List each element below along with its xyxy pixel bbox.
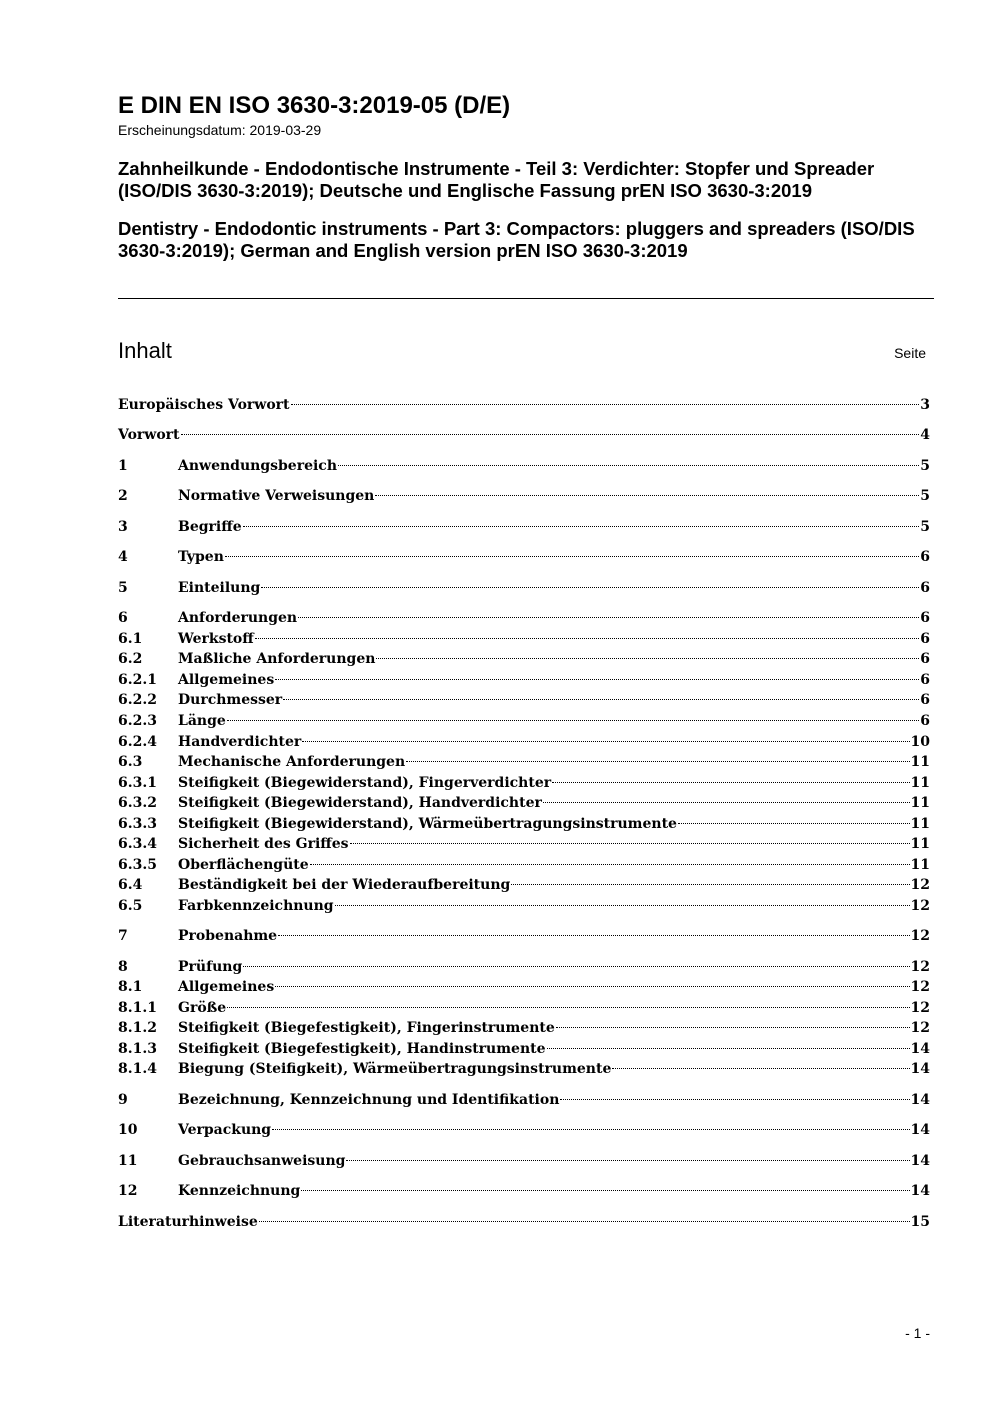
toc-leader xyxy=(283,699,919,700)
toc-entry-page: 11 xyxy=(910,795,930,811)
toc-entry-text: Einteilung xyxy=(178,580,261,596)
toc-entry-page: 6 xyxy=(920,549,930,565)
toc-leader xyxy=(543,802,910,803)
toc-entry-page: 11 xyxy=(910,816,930,832)
toc-entry[interactable] xyxy=(118,1040,930,1058)
page-number: - 1 - xyxy=(905,1325,930,1341)
toc-leader xyxy=(678,823,910,824)
toc-entry-text: Durchmesser xyxy=(178,692,283,708)
toc-leader xyxy=(612,1068,909,1069)
toc-entry-number: 9 xyxy=(118,1092,128,1108)
toc-entry-number: 6.3.4 xyxy=(118,836,157,852)
toc-entry-page: 14 xyxy=(910,1183,930,1199)
toc-entry-number: 8.1.3 xyxy=(118,1041,157,1057)
toc-entry-page: 11 xyxy=(910,836,930,852)
toc-entry-text: Typen xyxy=(178,549,224,565)
toc-entry[interactable] xyxy=(118,396,930,414)
toc-title: Inhalt xyxy=(118,338,172,363)
toc-entry[interactable] xyxy=(118,1091,930,1109)
toc-entry-number: 6.3 xyxy=(118,754,143,770)
toc-entry-number: 12 xyxy=(118,1183,138,1199)
toc-entry-page: 14 xyxy=(910,1092,930,1108)
toc-leader xyxy=(259,1221,910,1222)
toc-leader xyxy=(406,761,909,762)
toc-entry-text: Größe xyxy=(178,1000,227,1016)
toc-entry-page: 6 xyxy=(920,631,930,647)
toc-entry-text: Prüfung xyxy=(178,959,243,975)
toc-entry[interactable] xyxy=(118,1213,930,1231)
toc-entry-text: Anwendungsbereich xyxy=(178,458,337,474)
toc-entry-page: 6 xyxy=(920,713,930,729)
document-header xyxy=(118,92,934,262)
toc-entry[interactable] xyxy=(118,1182,930,1200)
toc-entry[interactable] xyxy=(118,753,930,771)
toc-entry[interactable] xyxy=(118,733,930,751)
toc-leader xyxy=(298,617,919,618)
toc-entry-number: 8 xyxy=(118,959,128,975)
toc-entry-number: 5 xyxy=(118,580,128,596)
toc-entry-page: 5 xyxy=(920,519,930,535)
toc-entry[interactable] xyxy=(118,426,930,444)
toc-entry-number: 6.3.3 xyxy=(118,816,157,832)
toc-entry-text: Allgemeines xyxy=(178,672,275,688)
toc-leader xyxy=(560,1099,909,1100)
toc-entry-number: 11 xyxy=(118,1153,138,1169)
toc-leader xyxy=(552,782,909,783)
toc-entry-text: Anforderungen xyxy=(178,610,298,626)
toc-entry-page: 12 xyxy=(910,877,930,893)
toc-entry-text: Biegung (Steifigkeit), Wärmeübertragungsinstrumente xyxy=(178,1061,612,1077)
toc-entry-number: 8.1 xyxy=(118,979,143,995)
publication-date: Erscheinungsdatum: 2019-03-29 xyxy=(118,122,322,138)
toc-entry-number: 6.2.2 xyxy=(118,692,157,708)
toc-leader xyxy=(511,884,909,885)
toc-entry-text: Probenahme xyxy=(178,928,278,944)
toc-entry-page: 12 xyxy=(910,979,930,995)
toc-entry-text: Steifigkeit (Biegefestigkeit), Handinstrumente xyxy=(178,1041,546,1057)
toc-entry[interactable] xyxy=(118,1060,930,1078)
toc-leader xyxy=(272,1129,909,1130)
toc-entry-number: 6.3.5 xyxy=(118,857,157,873)
title-english: Dentistry - Endodontic instruments - Part 3: Compactors: pluggers and spreaders (ISO/DIS 3630-3:2019); German and English version prEN ISO 3630-3:2019 xyxy=(118,218,915,261)
toc-entry-text: Vorwort xyxy=(118,427,180,443)
toc-leader xyxy=(335,905,910,906)
toc-entry-number: 6.2.4 xyxy=(118,734,157,750)
toc-entry-text: Steifigkeit (Biegewiderstand), Wärmeübertragungsinstrumente xyxy=(178,816,677,832)
toc-leader xyxy=(181,434,920,435)
toc-leader xyxy=(301,1190,909,1191)
toc-entry-number: 1 xyxy=(118,458,128,474)
toc-page-column-label: Seite xyxy=(894,345,926,361)
toc-entry-number: 2 xyxy=(118,488,128,504)
toc-entry[interactable] xyxy=(118,1152,930,1170)
document-title: E DIN EN ISO 3630-3:2019-05 (D/E) xyxy=(118,92,511,119)
toc-entry-page: 11 xyxy=(910,775,930,791)
toc-entry-number: 10 xyxy=(118,1122,138,1138)
toc-entry[interactable] xyxy=(118,579,930,597)
toc-entry-text: Oberflächengüte xyxy=(178,857,309,873)
toc-entry-page: 6 xyxy=(920,580,930,596)
toc-entry[interactable] xyxy=(118,958,930,976)
toc-entry-text: Werkstoff xyxy=(178,631,254,647)
toc-entry[interactable] xyxy=(118,927,930,945)
toc-leader xyxy=(227,1007,909,1008)
toc-entry[interactable] xyxy=(118,999,930,1017)
toc-entry[interactable] xyxy=(118,876,930,894)
toc-leader xyxy=(376,658,919,659)
toc-entry-text: Gebrauchsanweisung xyxy=(178,1153,346,1169)
toc-leader xyxy=(261,587,919,588)
toc-leader xyxy=(310,864,910,865)
toc-entry-text: Normative Verweisungen xyxy=(178,488,375,504)
toc-entry-number: 4 xyxy=(118,549,128,565)
toc-entry-number: 8.1.2 xyxy=(118,1020,157,1036)
toc-entry[interactable] xyxy=(118,630,930,648)
toc-entry-page: 5 xyxy=(920,488,930,504)
toc-entry-text: Kennzeichnung xyxy=(178,1183,301,1199)
toc-entry-text: Allgemeines xyxy=(178,979,275,995)
toc-leader xyxy=(278,935,909,936)
toc-entry-number: 8.1.4 xyxy=(118,1061,157,1077)
toc-entry-page: 11 xyxy=(910,754,930,770)
toc-entry-text: Steifigkeit (Biegewiderstand), Handverdichter xyxy=(178,795,542,811)
toc-entry-page: 12 xyxy=(910,1020,930,1036)
toc-entry-page: 10 xyxy=(910,734,930,750)
toc-entry[interactable] xyxy=(118,835,930,853)
toc-entry-number: 7 xyxy=(118,928,128,944)
toc-entry[interactable] xyxy=(118,1019,930,1037)
toc-entry[interactable] xyxy=(118,794,930,812)
toc-entry-text: Sicherheit des Griffes xyxy=(178,836,349,852)
toc-entry-page: 4 xyxy=(920,427,930,443)
toc-entry-text: Handverdichter xyxy=(178,734,302,750)
toc-entry-text: Bezeichnung, Kennzeichnung und Identifikation xyxy=(178,1092,560,1108)
toc-leader xyxy=(556,1027,910,1028)
toc-entry[interactable] xyxy=(118,691,930,709)
toc-entry-number: 3 xyxy=(118,519,128,535)
toc-entry-page: 15 xyxy=(910,1214,930,1230)
toc-entry-number: 6.2 xyxy=(118,651,143,667)
toc-leader xyxy=(346,1160,909,1161)
toc-entry-text: Mechanische Anforderungen xyxy=(178,754,406,770)
toc-leader xyxy=(338,465,919,466)
toc-leader xyxy=(243,526,920,527)
toc-entry[interactable] xyxy=(118,897,930,915)
toc-entry[interactable] xyxy=(118,1121,930,1139)
toc-entry[interactable] xyxy=(118,609,930,627)
toc-leader xyxy=(350,843,910,844)
toc-entry[interactable] xyxy=(118,671,930,689)
toc-leader xyxy=(275,679,919,680)
toc-entry[interactable] xyxy=(118,548,930,566)
toc-entry-page: 6 xyxy=(920,672,930,688)
toc-entry-text: Begriffe xyxy=(178,519,242,535)
toc-entry[interactable] xyxy=(118,815,930,833)
toc-entry-number: 6 xyxy=(118,610,128,626)
header-divider xyxy=(118,298,934,299)
toc-entry[interactable] xyxy=(118,457,930,475)
toc-entry-text: Farbkennzeichnung xyxy=(178,898,334,914)
toc-leader xyxy=(243,966,909,967)
toc-entry-number: 6.2.3 xyxy=(118,713,157,729)
toc-leader xyxy=(255,638,920,639)
toc-entry-page: 14 xyxy=(910,1041,930,1057)
toc-entry-text: Länge xyxy=(178,713,226,729)
toc-entry-number: 6.4 xyxy=(118,877,143,893)
toc-entry-page: 6 xyxy=(920,610,930,626)
toc-leader xyxy=(291,404,920,405)
toc-entry-text: Maßliche Anforderungen xyxy=(178,651,376,667)
toc-entry-text: Steifigkeit (Biegefestigkeit), Fingerinstrumente xyxy=(178,1020,555,1036)
toc-entry[interactable] xyxy=(118,518,930,536)
toc-leader xyxy=(302,741,909,742)
toc-leader xyxy=(375,495,919,496)
toc-entry-page: 6 xyxy=(920,692,930,708)
toc-entry[interactable] xyxy=(118,487,930,505)
toc-entry-number: 6.3.1 xyxy=(118,775,157,791)
toc-entry-text: Literaturhinweise xyxy=(118,1214,258,1230)
toc-entry-number: 6.2.1 xyxy=(118,672,157,688)
toc-entry[interactable] xyxy=(118,650,930,668)
toc-leader xyxy=(225,556,919,557)
toc-entry-page: 12 xyxy=(910,1000,930,1016)
toc-entry-page: 12 xyxy=(910,898,930,914)
toc-leader xyxy=(275,986,909,987)
toc-entry-number: 8.1.1 xyxy=(118,1000,157,1016)
toc-entry-page: 14 xyxy=(910,1061,930,1077)
toc-entry[interactable] xyxy=(118,856,930,874)
toc-entry-number: 6.3.2 xyxy=(118,795,157,811)
toc-leader xyxy=(547,1048,910,1049)
toc-entry-text: Beständigkeit bei der Wiederaufbereitung xyxy=(178,877,511,893)
toc-entry-page: 12 xyxy=(910,959,930,975)
toc-entry-page: 14 xyxy=(910,1122,930,1138)
toc-entry-text: Verpackung xyxy=(178,1122,272,1138)
toc-entry-text: Europäisches Vorwort xyxy=(118,397,290,413)
toc-entry-page: 5 xyxy=(920,458,930,474)
toc-entry-page: 11 xyxy=(910,857,930,873)
toc-entry-page: 6 xyxy=(920,651,930,667)
toc-entry-number: 6.1 xyxy=(118,631,143,647)
toc-entry-page: 3 xyxy=(920,397,930,413)
toc-entry[interactable] xyxy=(118,712,930,730)
toc-entry[interactable] xyxy=(118,774,930,792)
toc-entry-text: Steifigkeit (Biegewiderstand), Fingerverdichter xyxy=(178,775,552,791)
toc-leader xyxy=(227,720,919,721)
title-german: Zahnheilkunde - Endodontische Instrumente - Teil 3: Verdichter: Stopfer und Spreader (ISO/DIS 3630-3:2019); Deutsche und Englische Fassung prEN ISO 3630-3:2019 xyxy=(118,158,875,201)
toc-entry-number: 6.5 xyxy=(118,898,143,914)
toc-entry[interactable] xyxy=(118,978,930,996)
toc-entry-page: 12 xyxy=(910,928,930,944)
toc-heading xyxy=(118,338,926,368)
toc-entry-page: 14 xyxy=(910,1153,930,1169)
